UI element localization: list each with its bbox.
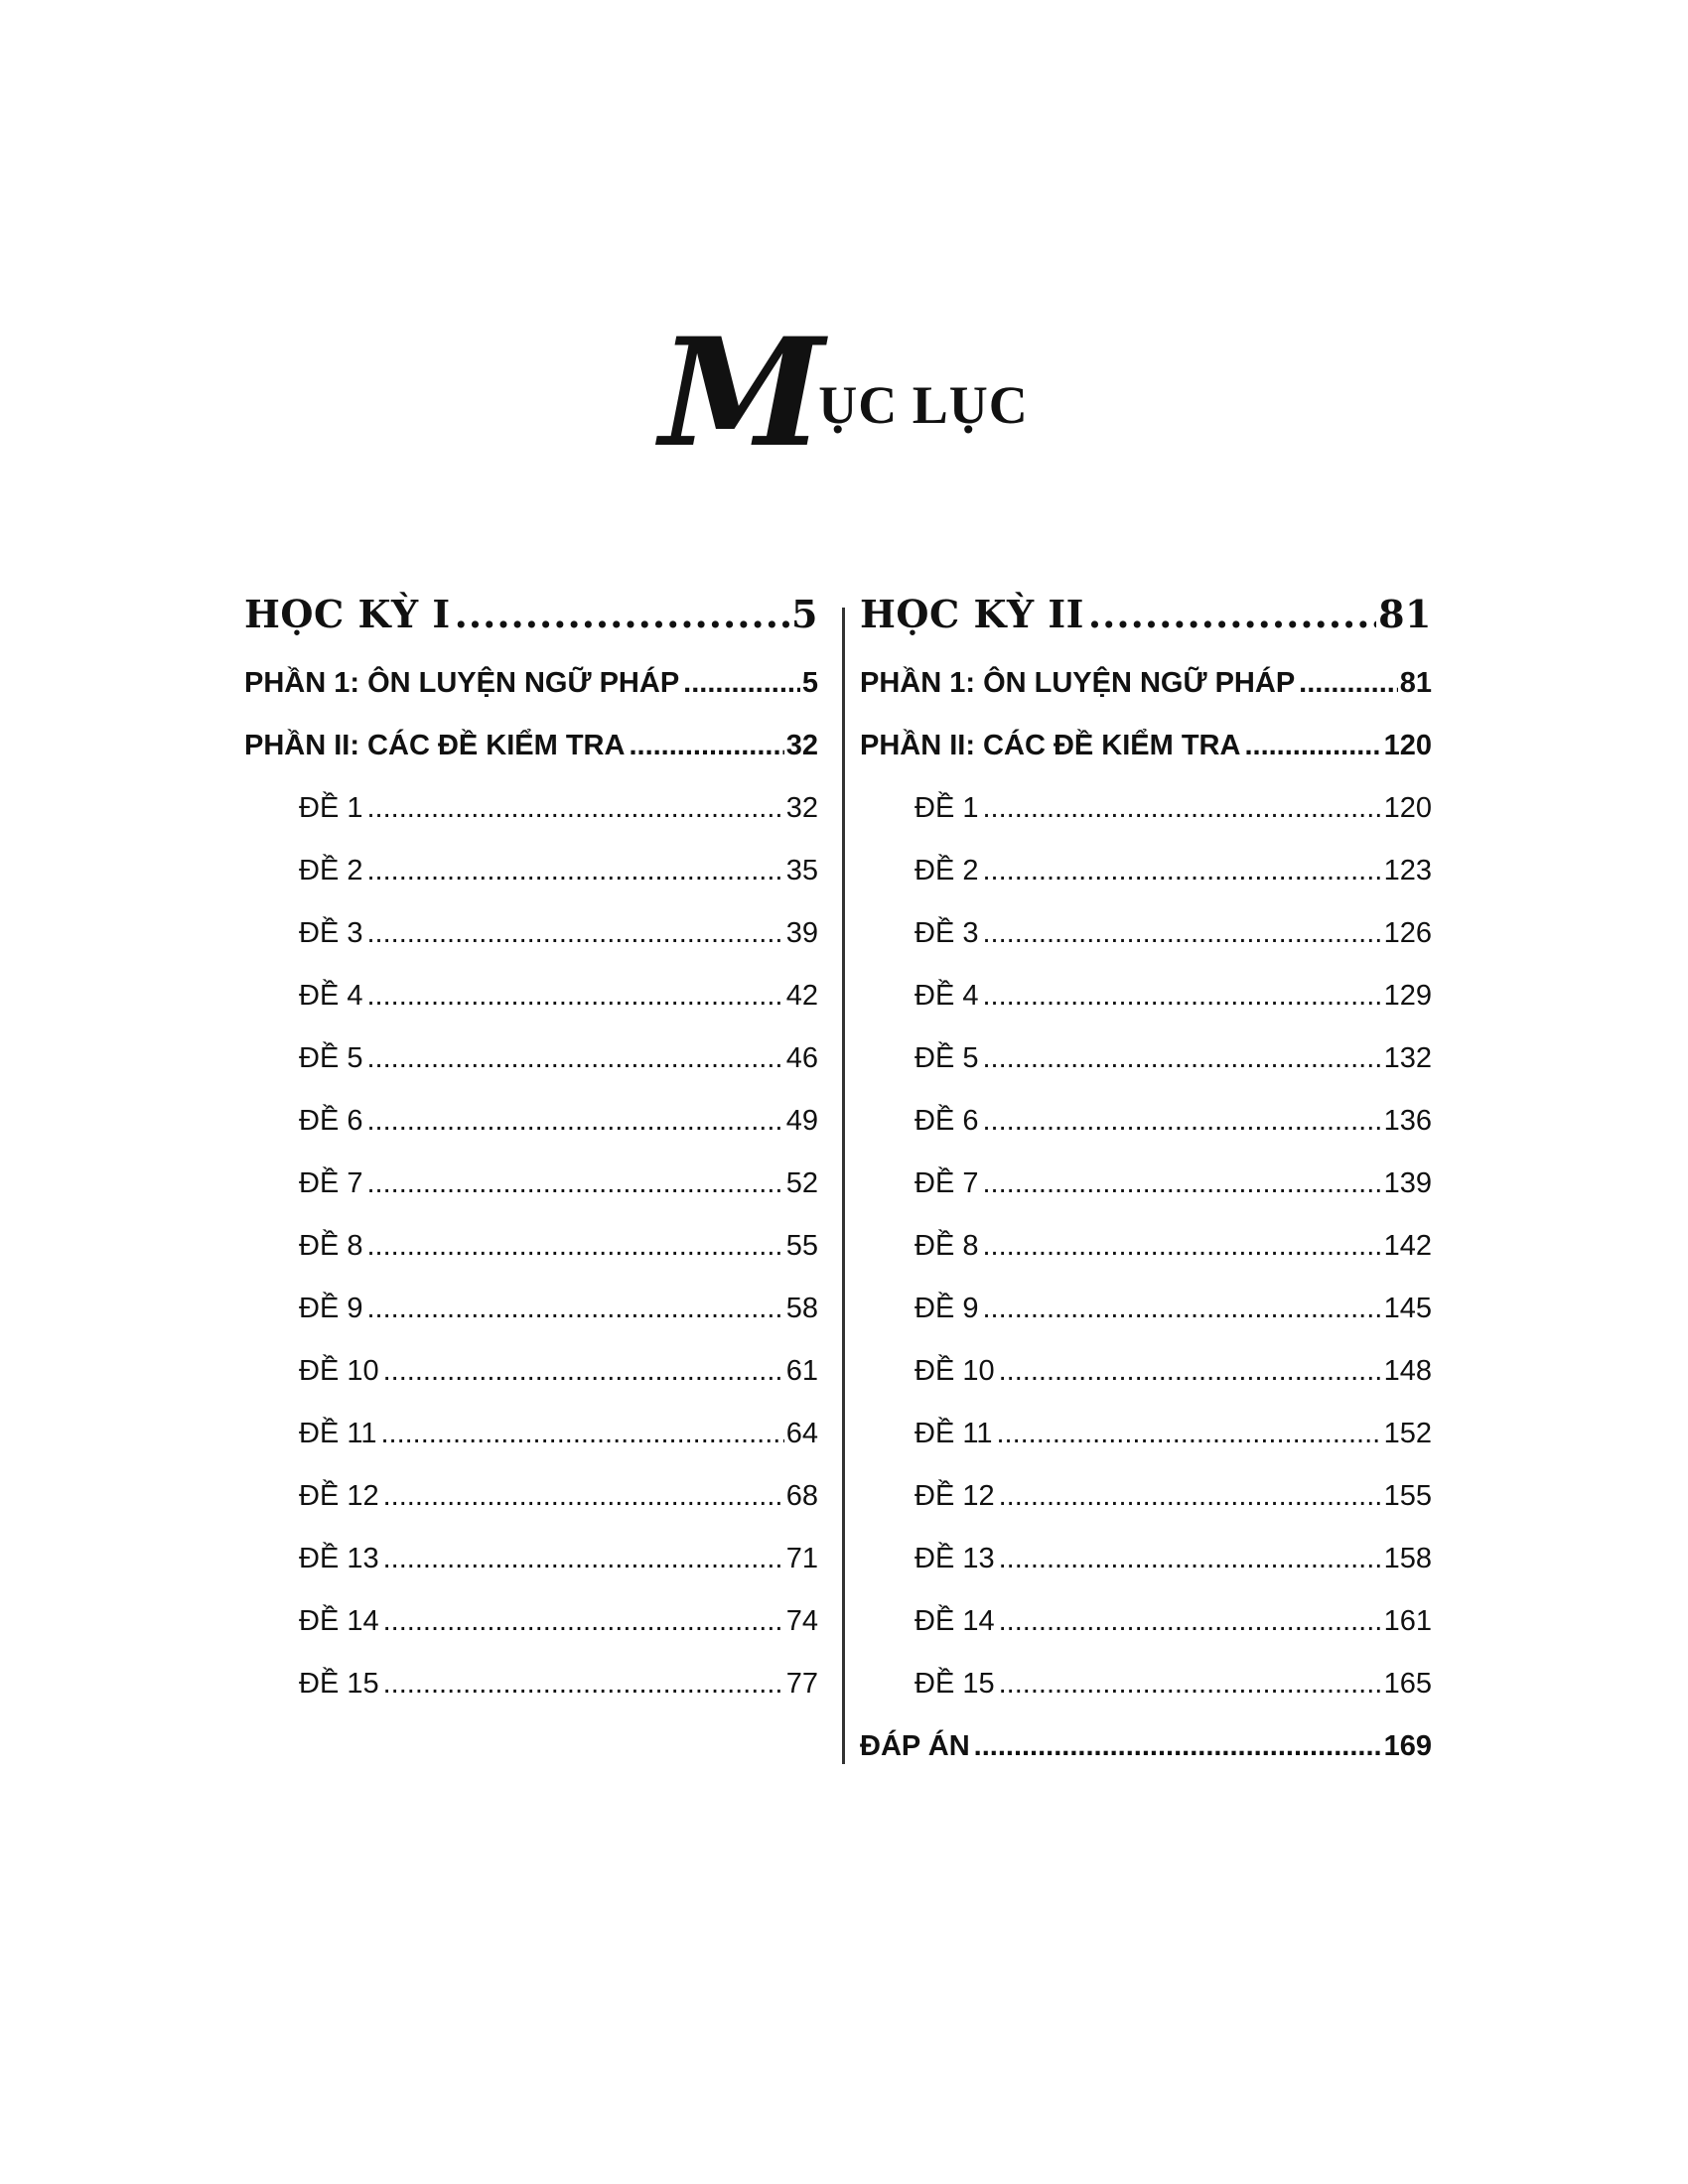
toc-item-page: 68 <box>785 1480 818 1512</box>
toc-item-label: ĐỀ 15 <box>914 1668 995 1700</box>
toc-item-test-9[interactable] <box>244 1293 818 1355</box>
toc-item-page: 123 <box>1383 855 1432 887</box>
dot-leader <box>982 1167 1381 1200</box>
dot-leader <box>366 1230 783 1263</box>
dot-leader <box>366 1293 783 1325</box>
dot-leader <box>974 1730 1382 1763</box>
toc-item-label: ĐỀ 14 <box>299 1605 379 1637</box>
toc-item-test-6[interactable] <box>244 1105 818 1167</box>
dot-leader <box>383 1480 784 1513</box>
toc-item-label: ĐỀ 10 <box>299 1355 379 1387</box>
dot-leader <box>1299 667 1398 700</box>
toc-item-label: ĐỀ 11 <box>299 1418 377 1449</box>
toc-item-page: 165 <box>1383 1668 1432 1700</box>
toc-item-page: 71 <box>785 1543 818 1574</box>
toc-item-label: ĐỀ 3 <box>299 917 363 949</box>
toc-part-page: 81 <box>1399 667 1432 699</box>
toc-item-page: 64 <box>785 1418 818 1449</box>
dot-leader <box>1244 730 1381 762</box>
toc-item-test-3[interactable] <box>244 917 818 980</box>
toc-item-page: 155 <box>1383 1480 1432 1512</box>
toc-item-label: ĐỀ 8 <box>914 1230 979 1262</box>
toc-item-test-2[interactable] <box>244 855 818 917</box>
dot-leader <box>1088 592 1376 636</box>
toc-item-test-15[interactable] <box>860 1668 1432 1730</box>
toc-item-label: ĐỀ 11 <box>914 1418 993 1449</box>
toc-column-semester-1 <box>244 592 818 1730</box>
toc-item-page: 52 <box>785 1167 818 1199</box>
toc-heading-label: HỌC KỲ I <box>244 592 451 636</box>
dot-leader <box>996 1418 1381 1450</box>
toc-item-label: ĐỀ 6 <box>914 1105 979 1137</box>
toc-part-label: PHẦN 1: ÔN LUYỆN NGỮ PHÁP <box>860 667 1296 699</box>
toc-item-test-12[interactable] <box>860 1480 1432 1543</box>
toc-item-test-12[interactable] <box>244 1480 818 1543</box>
toc-answers-label: ĐÁP ÁN <box>860 1730 970 1762</box>
toc-item-page: 74 <box>785 1605 818 1637</box>
toc-item-page: 136 <box>1383 1105 1432 1137</box>
toc-item-label: ĐỀ 7 <box>299 1167 363 1199</box>
toc-heading-semester-1[interactable] <box>244 592 818 667</box>
toc-item-test-11[interactable] <box>860 1418 1432 1480</box>
toc-item-test-4[interactable] <box>244 980 818 1042</box>
dot-leader <box>383 1543 784 1575</box>
toc-item-page: 139 <box>1383 1167 1432 1199</box>
toc-item-label: ĐỀ 1 <box>299 792 363 824</box>
toc-item-test-1[interactable] <box>860 792 1432 855</box>
toc-heading-page: 5 <box>791 592 818 636</box>
toc-item-label: ĐỀ 13 <box>299 1543 379 1574</box>
toc-item-label: ĐỀ 4 <box>914 980 979 1012</box>
dot-leader <box>982 1105 1381 1138</box>
toc-item-page: 158 <box>1383 1543 1432 1574</box>
toc-item-test-8[interactable] <box>244 1230 818 1293</box>
toc-item-page: 49 <box>785 1105 818 1137</box>
toc-item-label: ĐỀ 2 <box>914 855 979 887</box>
toc-part-label: PHẦN II: CÁC ĐỀ KIỂM TRA <box>860 730 1241 761</box>
toc-item-page: 129 <box>1383 980 1432 1012</box>
dot-leader <box>380 1418 783 1450</box>
dot-leader <box>999 1355 1382 1388</box>
dot-leader <box>629 730 783 762</box>
toc-item-test-1[interactable] <box>244 792 818 855</box>
toc-item-test-13[interactable] <box>244 1543 818 1605</box>
dot-leader <box>982 1293 1381 1325</box>
dot-leader <box>683 667 800 700</box>
toc-item-page: 46 <box>785 1042 818 1074</box>
toc-item-page: 55 <box>785 1230 818 1262</box>
dot-leader <box>383 1355 784 1388</box>
dot-leader <box>982 855 1381 887</box>
toc-item-page: 148 <box>1383 1355 1432 1387</box>
toc-item-label: ĐỀ 2 <box>299 855 363 887</box>
toc-item-label: ĐỀ 6 <box>299 1105 363 1137</box>
toc-item-label: ĐỀ 9 <box>914 1293 979 1324</box>
toc-part-label: PHẦN II: CÁC ĐỀ KIỂM TRA <box>244 730 626 761</box>
page-title-rest: ỤC LỤC <box>818 375 1029 436</box>
toc-item-page: 35 <box>785 855 818 887</box>
toc-column-semester-2 <box>860 592 1432 1793</box>
toc-item-page: 161 <box>1383 1605 1432 1637</box>
toc-part-page: 32 <box>785 730 818 761</box>
dot-leader <box>982 980 1381 1013</box>
toc-item-page: 42 <box>785 980 818 1012</box>
toc-part-page: 5 <box>801 667 818 699</box>
toc-item-test-3[interactable] <box>860 917 1432 980</box>
toc-item-page: 77 <box>785 1668 818 1700</box>
toc-answers[interactable] <box>860 1730 1432 1793</box>
toc-part-grammar[interactable] <box>860 667 1432 730</box>
toc-item-page: 145 <box>1383 1293 1432 1324</box>
dot-leader <box>455 592 789 636</box>
toc-item-label: ĐỀ 5 <box>914 1042 979 1074</box>
toc-item-test-11[interactable] <box>244 1418 818 1480</box>
toc-item-page: 120 <box>1383 792 1432 824</box>
dot-leader <box>366 1042 783 1075</box>
toc-item-page: 39 <box>785 917 818 949</box>
toc-item-test-7[interactable] <box>244 1167 818 1230</box>
toc-item-test-14[interactable] <box>244 1605 818 1668</box>
toc-part-page: 120 <box>1383 730 1432 761</box>
toc-part-tests[interactable] <box>244 730 818 792</box>
toc-part-tests[interactable] <box>860 730 1432 792</box>
dot-leader <box>366 917 783 950</box>
toc-item-test-10[interactable] <box>244 1355 818 1418</box>
toc-item-test-10[interactable] <box>860 1355 1432 1418</box>
dot-leader <box>366 980 783 1013</box>
toc-item-test-5[interactable] <box>244 1042 818 1105</box>
page-title-initial: M <box>659 306 819 481</box>
dot-leader <box>982 792 1381 825</box>
dot-leader <box>982 1042 1381 1075</box>
toc-item-page: 152 <box>1383 1418 1432 1449</box>
toc-part-grammar[interactable] <box>244 667 818 730</box>
toc-item-label: ĐỀ 9 <box>299 1293 363 1324</box>
toc-item-label: ĐỀ 10 <box>914 1355 995 1387</box>
toc-item-page: 126 <box>1383 917 1432 949</box>
dot-leader <box>366 1167 783 1200</box>
toc-item-test-9[interactable] <box>860 1293 1432 1355</box>
toc-item-test-4[interactable] <box>860 980 1432 1042</box>
dot-leader <box>999 1543 1382 1575</box>
toc-heading-label: HỌC KỲ II <box>860 592 1084 636</box>
dot-leader <box>366 1105 783 1138</box>
toc-item-page: 58 <box>785 1293 818 1324</box>
toc-item-label: ĐỀ 13 <box>914 1543 995 1574</box>
toc-item-label: ĐỀ 12 <box>299 1480 379 1512</box>
toc-item-test-7[interactable] <box>860 1167 1432 1230</box>
toc-item-label: ĐỀ 8 <box>299 1230 363 1262</box>
toc-item-test-5[interactable] <box>860 1042 1432 1105</box>
toc-item-label: ĐỀ 1 <box>914 792 979 824</box>
toc-heading-page: 81 <box>1378 592 1432 636</box>
dot-leader <box>366 855 783 887</box>
toc-item-label: ĐỀ 3 <box>914 917 979 949</box>
dot-leader <box>383 1668 784 1701</box>
toc-item-label: ĐỀ 12 <box>914 1480 995 1512</box>
toc-item-test-15[interactable] <box>244 1668 818 1730</box>
toc-item-label: ĐỀ 14 <box>914 1605 995 1637</box>
dot-leader <box>982 917 1381 950</box>
toc-item-test-8[interactable] <box>860 1230 1432 1293</box>
toc-item-test-14[interactable] <box>860 1605 1432 1668</box>
dot-leader <box>999 1668 1382 1701</box>
toc-item-page: 132 <box>1383 1042 1432 1074</box>
toc-item-page: 142 <box>1383 1230 1432 1262</box>
toc-item-label: ĐỀ 4 <box>299 980 363 1012</box>
page-title <box>0 306 1688 481</box>
toc-item-label: ĐỀ 15 <box>299 1668 379 1700</box>
toc-item-page: 32 <box>785 792 818 824</box>
toc-item-label: ĐỀ 5 <box>299 1042 363 1074</box>
toc-heading-semester-2[interactable] <box>860 592 1432 667</box>
dot-leader <box>982 1230 1381 1263</box>
toc-item-label: ĐỀ 7 <box>914 1167 979 1199</box>
toc-item-test-2[interactable] <box>860 855 1432 917</box>
toc-item-test-6[interactable] <box>860 1105 1432 1167</box>
toc-part-label: PHẦN 1: ÔN LUYỆN NGỮ PHÁP <box>244 667 680 699</box>
column-divider <box>842 608 845 1764</box>
dot-leader <box>999 1605 1382 1638</box>
dot-leader <box>999 1480 1382 1513</box>
dot-leader <box>366 792 783 825</box>
toc-item-test-13[interactable] <box>860 1543 1432 1605</box>
toc-answers-page: 169 <box>1383 1730 1432 1762</box>
toc-item-page: 61 <box>785 1355 818 1387</box>
dot-leader <box>383 1605 784 1638</box>
